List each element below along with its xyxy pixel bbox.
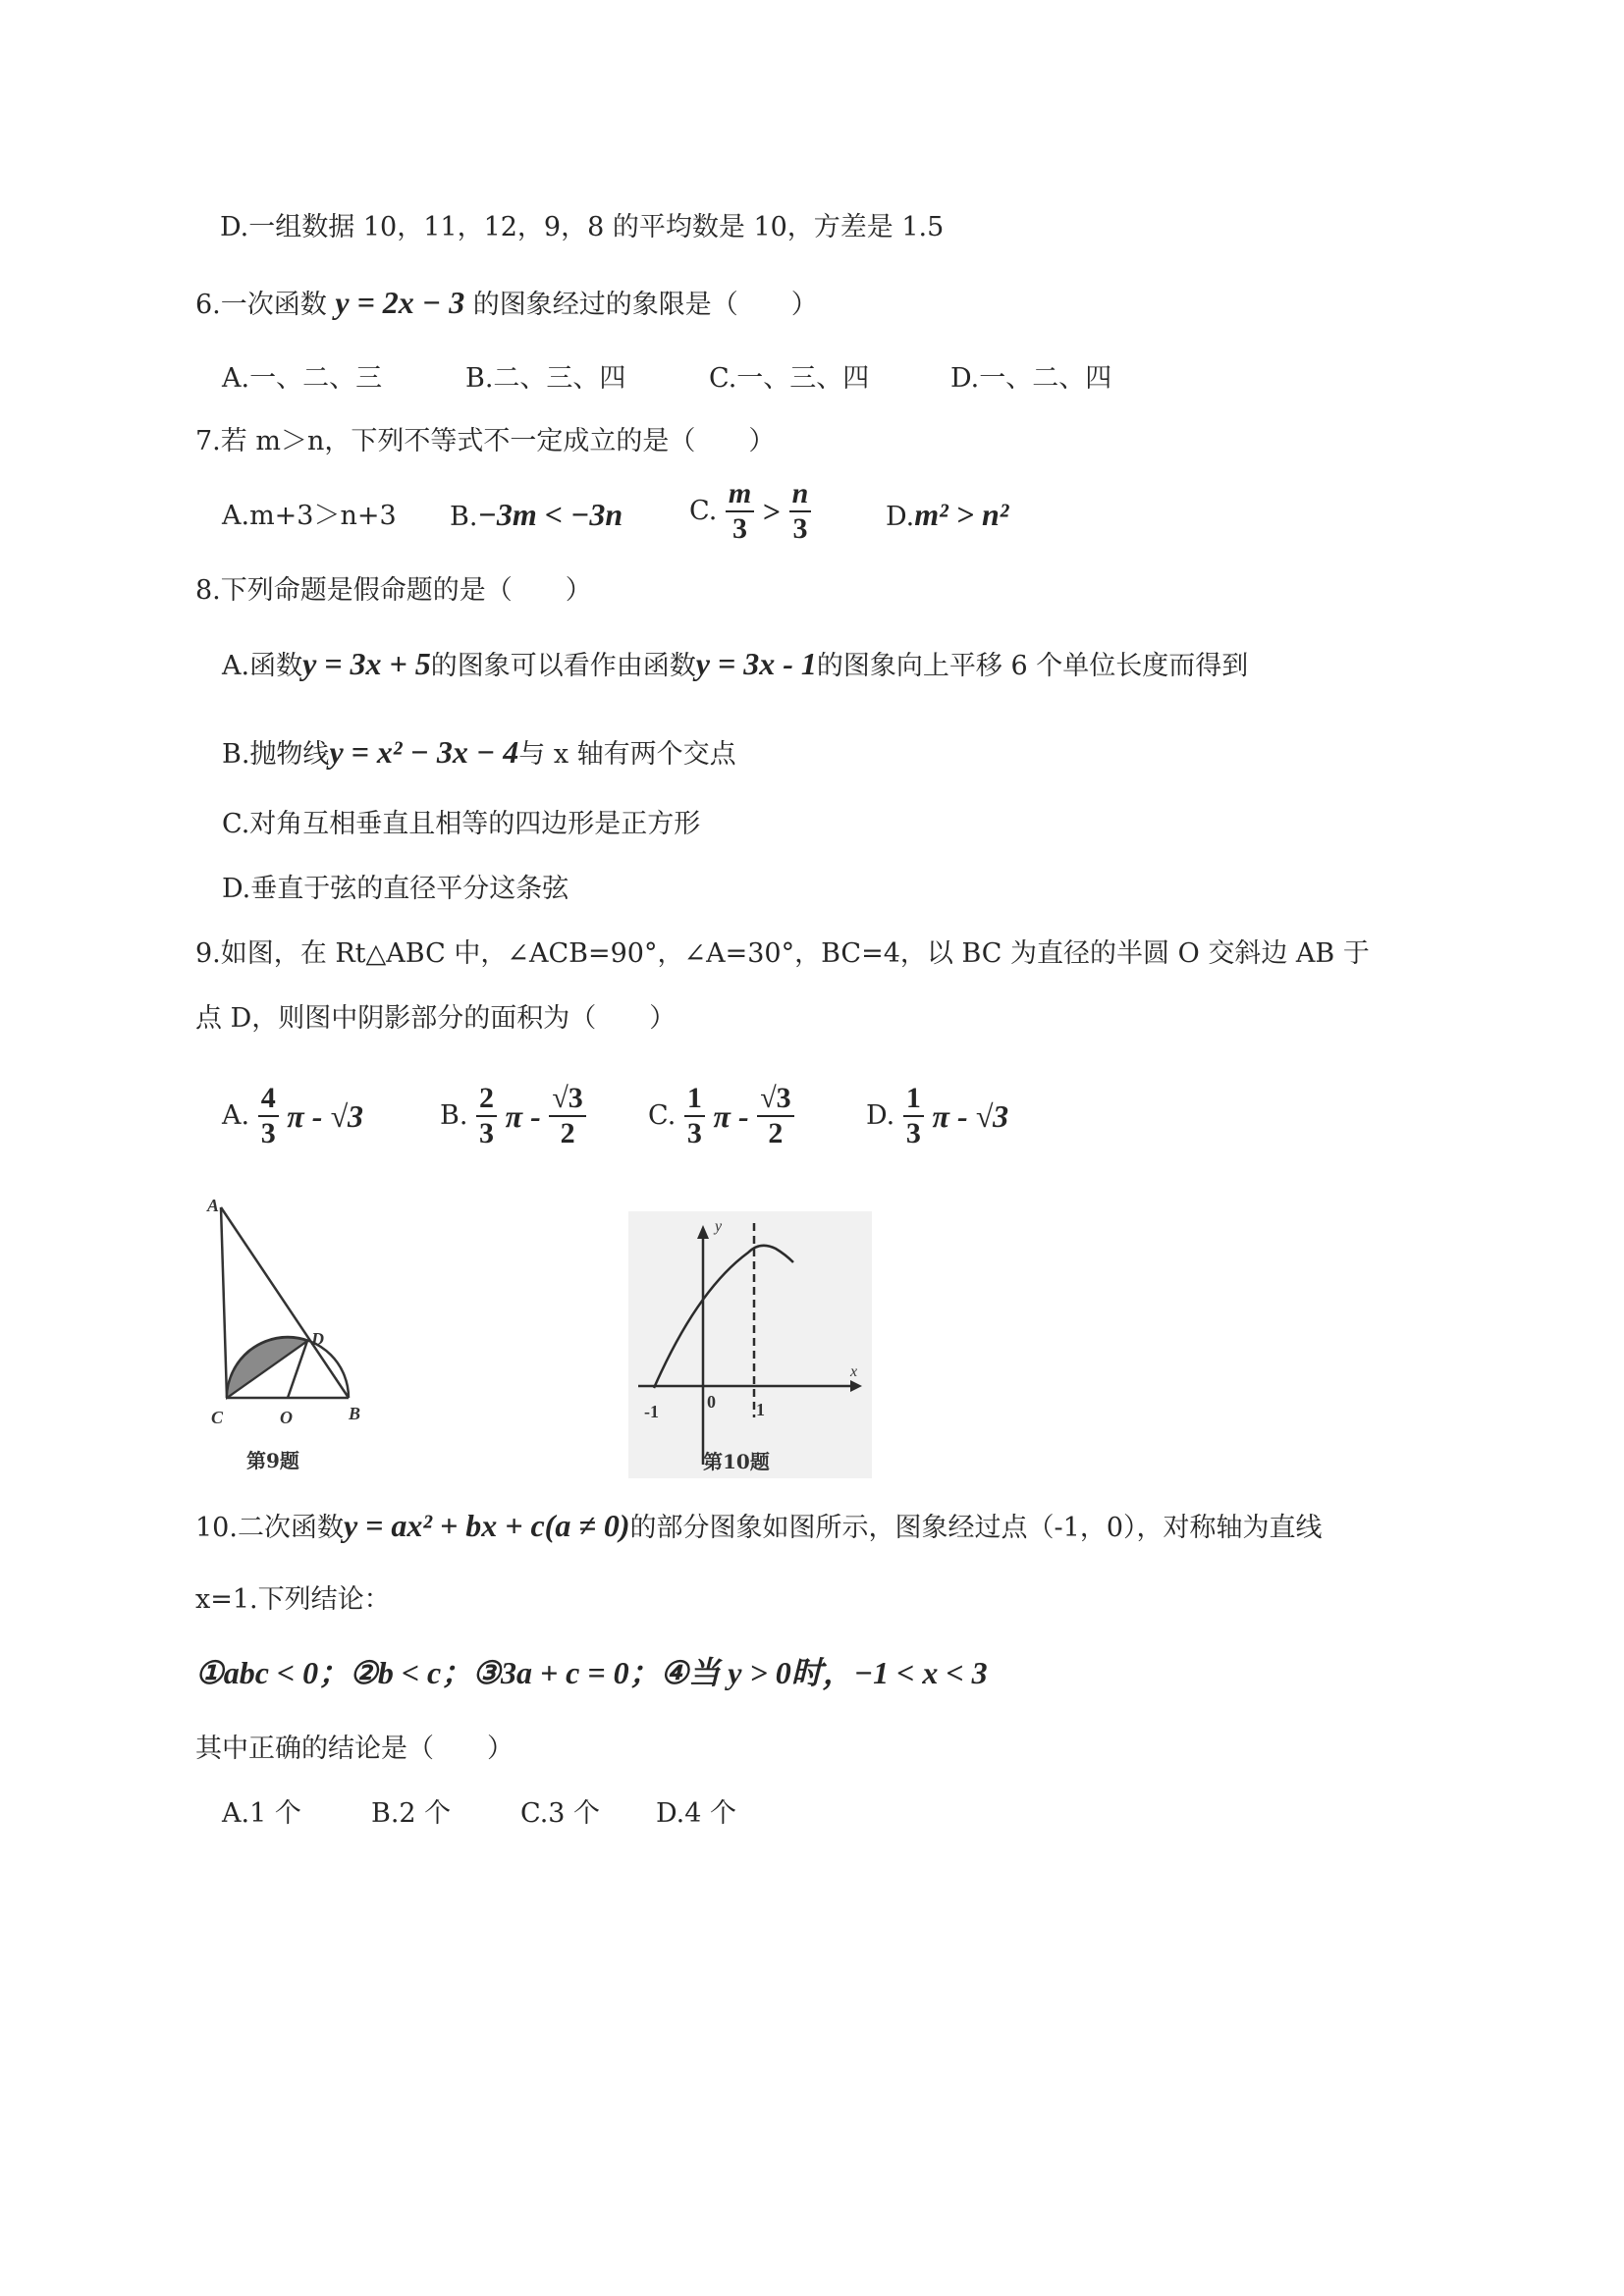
q9-d-den: 3 — [905, 1117, 921, 1149]
q9-d-label: D. — [866, 1100, 895, 1131]
q10-question: 其中正确的结论是（ ） — [195, 1734, 514, 1764]
q9-b-den2: 2 — [560, 1117, 575, 1149]
q9-b-frac — [476, 1082, 497, 1150]
q10-option-a: A.1 个 — [222, 1798, 301, 1829]
q10-stem-line2: x=1.下列结论： — [195, 1584, 391, 1615]
q7-option-b-label: B. — [450, 502, 478, 532]
q9-option-d — [866, 1082, 1008, 1150]
q6-option-c: C.一、三、四 — [709, 363, 870, 394]
q9-stem-line1: 9.如图，在 Rt△ABC 中，∠ACB=90°，∠A=30°，BC=4，以 BC 为直径的半圆 O 交斜边 AB 于 — [195, 938, 1370, 969]
label-o: O — [280, 1408, 293, 1427]
q7-option-b — [450, 497, 623, 535]
label-x: x — [850, 1363, 858, 1380]
q10-stem-line1 — [195, 1508, 1323, 1546]
q7-option-d — [886, 497, 1008, 535]
label-one: 1 — [756, 1400, 765, 1419]
q7-stem: 7.若 m＞n，下列不等式不一定成立的是（ ） — [195, 426, 776, 456]
q8-option-d: D.垂直于弦的直径平分这条弦 — [222, 874, 569, 904]
q7-option-c — [689, 477, 811, 546]
q9-c-label: C. — [648, 1100, 677, 1131]
q8-a-formula2: y = 3x - 1 — [695, 646, 817, 681]
q8-option-c: C.对角互相垂直且相等的四边形是正方形 — [222, 809, 701, 839]
q7-option-a: A.m+3＞n+3 — [222, 501, 397, 531]
figure-q10 — [628, 1211, 872, 1478]
q7-option-b-formula: −3m < −3n — [477, 497, 623, 532]
q7-frac-n3 — [789, 477, 812, 546]
q6-stem-text: 6.一次函数 — [195, 290, 327, 320]
q8-stem: 8.下列命题是假命题的是（ ） — [195, 575, 592, 606]
q9-c-tail: π - — [713, 1098, 749, 1134]
q10-conclusions — [195, 1655, 988, 1693]
label-c: C — [211, 1408, 224, 1427]
q9-b-tail: π - — [505, 1098, 541, 1134]
shaded-region — [227, 1338, 307, 1398]
q9-d-tail: π - √3 — [932, 1098, 1009, 1134]
q9-c-den: 3 — [686, 1117, 702, 1149]
q7-frac-m: m — [726, 477, 754, 512]
q6-stem — [195, 285, 818, 323]
q9-c-den2: 2 — [768, 1117, 784, 1149]
label-d: D — [311, 1329, 324, 1349]
q8-b-formula: y = x² − 3x − 4 — [329, 734, 519, 770]
q6-formula: y = 2x − 3 — [335, 285, 465, 320]
q8-b-text1: B.抛物线 — [222, 739, 330, 770]
q6-option-a: A.一、二、三 — [222, 363, 383, 394]
q9-b-frac2 — [549, 1082, 585, 1150]
q9-b-num: 2 — [476, 1082, 497, 1117]
caption-q10: 第10题 — [703, 1450, 770, 1473]
caption-q9: 第9题 — [246, 1449, 299, 1472]
q7-frac-n: n — [789, 477, 812, 512]
q8-a-formula1: y = 3x + 5 — [302, 646, 431, 681]
q8-a-text1: A.函数 — [222, 651, 303, 681]
q10-option-c: C.3 个 — [520, 1798, 601, 1829]
q5-option-d: D.一组数据 10，11，12，9，8 的平均数是 10，方差是 1.5 — [220, 212, 945, 242]
label-y: y — [715, 1218, 723, 1235]
label-neg1: -1 — [644, 1402, 659, 1421]
label-b: B — [349, 1404, 361, 1423]
q9-b-label: B. — [440, 1100, 468, 1131]
q9-c-frac — [684, 1082, 705, 1150]
q10-stem-tail: 的部分图象如图所示，图象经过点（-1，0），对称轴为直线 — [629, 1513, 1323, 1543]
figure-q9 — [191, 1188, 398, 1482]
q6-option-b: B.二、三、四 — [465, 363, 626, 394]
q6-stem-tail: 的图象经过的象限是（ ） — [472, 290, 818, 320]
side-ac — [221, 1207, 227, 1398]
q9-option-c — [648, 1082, 794, 1150]
q10-option-d: D.4 个 — [656, 1798, 737, 1829]
q9-c-num2: √3 — [757, 1082, 793, 1117]
label-zero: 0 — [707, 1392, 716, 1412]
q9-b-num2: √3 — [549, 1082, 585, 1117]
q10-stem-text: 10.二次函数 — [195, 1513, 344, 1543]
q7-option-d-label: D. — [886, 502, 915, 532]
q9-a-tail: π - √3 — [287, 1098, 363, 1134]
q9-d-frac — [903, 1082, 924, 1150]
q7-frac-m3 — [726, 477, 754, 546]
q7-gt: > — [762, 494, 782, 529]
q9-c-frac2 — [757, 1082, 793, 1150]
q8-a-text2: 的图象可以看作由函数 — [430, 651, 696, 681]
q8-a-text3: 的图象向上平移 6 个单位长度而得到 — [816, 651, 1249, 681]
q10-option-b: B.2 个 — [371, 1798, 452, 1829]
q9-c-num: 1 — [684, 1082, 705, 1117]
q9-a-num: 4 — [258, 1082, 279, 1117]
q9-b-den: 3 — [479, 1117, 495, 1149]
q9-stem-line2: 点 D，则图中阴影部分的面积为（ ） — [195, 1003, 677, 1034]
q7-frac-3a: 3 — [732, 512, 748, 545]
q10-conclusions-text: ①abc < 0；②b < c；③3a + c = 0；④当 y > 0时，−1 < x < 3 — [195, 1655, 988, 1690]
q7-option-d-formula: m² > n² — [914, 497, 1009, 532]
q7-frac-3b: 3 — [792, 512, 808, 545]
q9-d-num: 1 — [903, 1082, 924, 1117]
q6-option-d: D.一、二、四 — [950, 363, 1112, 394]
q8-option-a — [222, 646, 1248, 684]
q9-option-b — [440, 1082, 586, 1150]
q9-option-a — [222, 1082, 363, 1150]
q8-b-text2: 与 x 轴有两个交点 — [518, 739, 736, 770]
q7-option-c-label: C. — [689, 496, 718, 526]
label-a: A — [207, 1196, 220, 1215]
q9-a-den: 3 — [260, 1117, 276, 1149]
q8-option-b — [222, 734, 736, 773]
q10-formula: y = ax² + bx + c(a ≠ 0) — [343, 1508, 630, 1543]
q9-a-label: A. — [222, 1100, 250, 1131]
q9-a-frac — [258, 1082, 279, 1150]
